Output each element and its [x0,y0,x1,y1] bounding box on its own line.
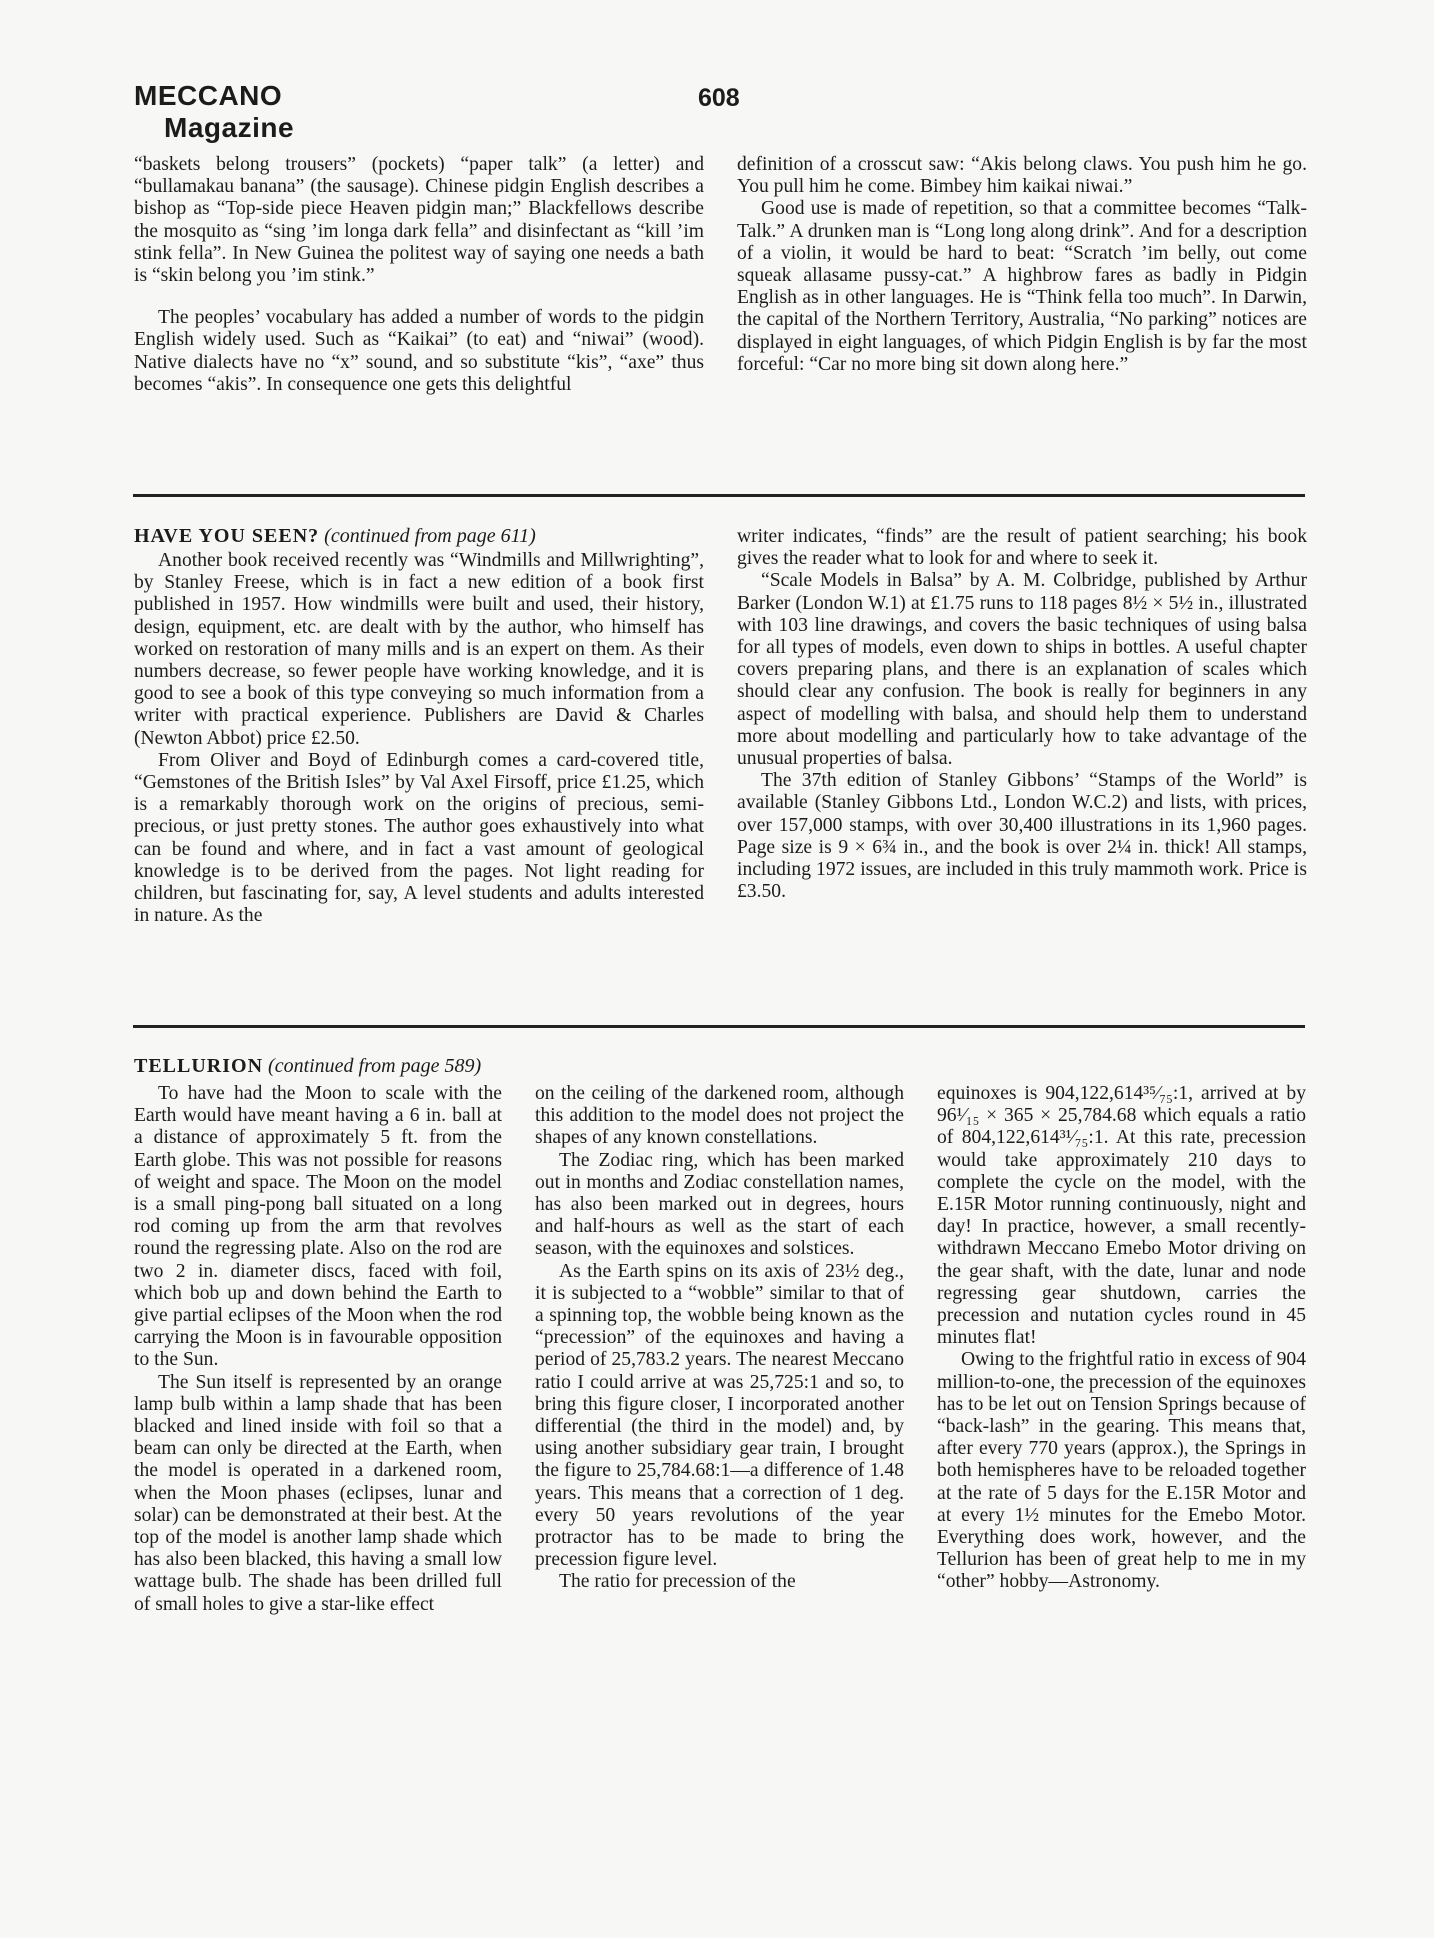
page-number: 608 [698,84,740,112]
paragraph: writer indicates, “finds” are the result of patient searching; his book gives the reader what to look for and where to seek it. [737,526,1307,570]
paragraph: Good use is made of repetition, so that a committee becomes “Talk-Talk.” A drunken man is “Long long along drink”. And for a description of a violin, it would be hard to beat: “Scratch ’im belly, out come squeak allasame pussy-cat.” A highbrow fares as badly in Pidgin English as in other languages. He is “Think fella too much”. In Darwin, the capital of the Northern Territory, Australia, “No parking” notices are displayed in eight languages, of which Pidgin English is by far the most forceful: “Car no more bing sit down along here.” [737,198,1307,375]
paragraph: The ratio for precession of the [559,1571,796,1593]
section-divider [133,1025,1305,1028]
masthead [134,80,294,144]
paragraph: To have had the Moon to scale with the Earth would have meant having a 6 in. ball at a distance of approximately 5 ft. from the Earth globe. This was not possible for reasons of weight and space. The Moon on the model is a small ping-pong ball situated on a long rod coming up from the arm that revolves round the regressing plate. Also on the rod are two 2 in. diameter discs, faced with foil, which bob up and down behind the Earth to give partial eclipses of the Moon when the rod carrying the Moon is in favourable opposition to the Sun. [134,1083,502,1371]
pidgin-column-left [134,154,704,396]
tellurion-column-3 [937,1083,1306,1594]
tellurion-heading [134,1054,481,1078]
paragraph: “baskets belong trousers” (pockets) “paper talk” (a letter) and “bullamakau banana” (the sausage). Chinese pidgin English describes a bishop as “Top-side piece Heaven pidgin man;” Blackfellows describe the mosquito as “sing ’im longa dark fella” and disinfectant as “kill ’im stink fella”. In New Guinea the politest way of saying one needs a bath is “skin belong you ’im stink.” [134,154,704,287]
paragraph: equinoxes is 904,122,614³⁵⁄₇₅:1, arrived at by 96¹⁄₁₅ × 365 × 25,784.68 which equals a ratio of 804,122,614³¹⁄₇₅:1. At this rate, precession would take approximately 210 days to complete the cycle on the model, with the E.15R Motor running continuously, night and day! In practice, however, a small recently-withdrawn Meccano Emebo Motor driving on the gear shaft, with the date, lunar and node regressing gear shutdown, carries the precession and nutation cycles round in 45 minutes flat! [937,1083,1306,1349]
tellurion-column-1 [134,1083,502,1616]
paragraph: on the ceiling of the darkened room, although this addition to the model does not project the shapes of any known constellations. [535,1083,904,1149]
continued-note: (continued from page 611) [324,525,536,547]
continued-note: (continued from page 589) [268,1055,482,1077]
paragraph: As the Earth spins on its axis of 23½ deg., it is subjected to a “wobble” similar to that of a spinning top, the wobble being known as the “precession” of the equinoxes and having a period of 25,783.2 years. The nearest Meccano ratio I could arrive at was 25,725:1 and so, to bring this figure closer, I incorporated another differential (the third in the model) and, by using another subsidiary gear train, I brought the figure to 25,784.68:1—a difference of 1.48 years. This means that a correction of 1 deg. every 50 years revolutions of the year protractor has to be made to bring the precession figure level. [535,1260,904,1571]
section-title: TELLURION [134,1055,264,1077]
paragraph: Another book received recently was “Windmills and Millwrighting”, by Stanley Freese, which is in fact a new edition of a book first published in 1957. How windmills were built and used, their history, design, equipment, etc. are dealt with by the author, who himself has worked on restoration of many mills and is an expert on them. As their numbers decrease, so fewer people have working knowledge, and it is good to see a book of this type conveying so much information from a writer with practical experience. Publishers are David & Charles (Newton Abbot) price £2.50. [134,550,704,749]
paragraph: “Scale Models in Balsa” by A. M. Colbridge, published by Arthur Barker (London W.1) at £1.75 runs to 118 pages 8½ × 5½ in., illustrated with 103 line drawings, and covers the basic techniques of using balsa for all types of models, even down to ships in bottles. A useful chapter covers preparing plans, and there is an explanation of scales which should clear any confusion. The book is really for beginners in any aspect of modelling with balsa, and should help them to understand more about modelling and particularly how to take advantage of the unusual properties of balsa. [737,570,1307,770]
section-title: HAVE YOU SEEN? [134,525,320,547]
paragraph: The 37th edition of Stanley Gibbons’ “Stamps of the World” is available (Stanley Gibbons Ltd., London W.C.2) and lists, with prices, over 157,000 stamps, with over 30,400 illustrations in its 1,960 pages. Page size is 9 × 6¾ in., and the book is over 2¼ in. thick! All stamps, including 1972 issues, are included in this truly mammoth work. Price is £3.50. [737,770,1307,903]
paragraph: The Zodiac ring, which has been marked out in months and Zodiac constellation names, has also been marked out in degrees, hours and half-hours as well as the start of each season, with the equinoxes and solstices. [535,1149,904,1260]
paragraph: definition of a crosscut saw: “Akis belong claws. You push him he go. You pull him he come. Bimbey him kaikai niwai.” [737,154,1307,198]
tellurion-column-2 [535,1083,904,1594]
pidgin-column-right [737,154,1307,376]
brand-subtitle: Magazine [164,112,295,143]
brand-title: MECCANO [134,80,283,111]
paragraph: The Sun itself is represented by an orange lamp bulb within a lamp shade that has been blacked and lined inside with foil so that a beam can only be directed at the Earth, when the model is operated in a darkened room, when the Moon phases (eclipses, lunar and solar) can be demonstrated at their best. At the top of the model is another lamp shade which has also been blacked, this having a small low wattage bulb. The shade has been drilled full of small holes to give a star-like effect [134,1371,502,1615]
have-you-seen-heading [134,524,536,548]
paragraph: The peoples’ vocabulary has added a number of words to the pidgin English widely used. Such as “Kaikai” (to eat) and “niwai” (wood). Native dialects have no “x” sound, and so substitute “kis”, “axe” thus becomes “akis”. In consequence one gets this delightful [134,307,704,395]
paragraph: From Oliver and Boyd of Edinburgh comes a card-covered title, “Gemstones of the British Isles” by Val Axel Firsoff, price £1.25, which is a remarkably thorough work on the origins of precious, semi-precious, or just pretty stones. The author goes exhaustively into what can be found and where, and in fact a vast amount of geological knowledge is to be derived from the pages. Not light reading for children, but fascinating for, say, A level students and adults interested in nature. As the [134,749,704,927]
section-divider [133,494,1305,497]
have-you-seen-column-right [737,526,1307,903]
have-you-seen-column-left [134,550,704,927]
paragraph: Owing to the frightful ratio in excess of 904 million-to-one, the precession of the equinoxes has to be let out on Tension Springs because of “back-lash” in the gearing. This means that, after every 770 years (approx.), the Springs in both hemispheres have to be reloaded together at the rate of 5 days for the E.15R Motor and at every 1½ minutes for the Emebo Motor. Everything does work, however, and the Tellurion has been of great help to me in my “other” hobby—Astronomy. [937,1349,1306,1593]
